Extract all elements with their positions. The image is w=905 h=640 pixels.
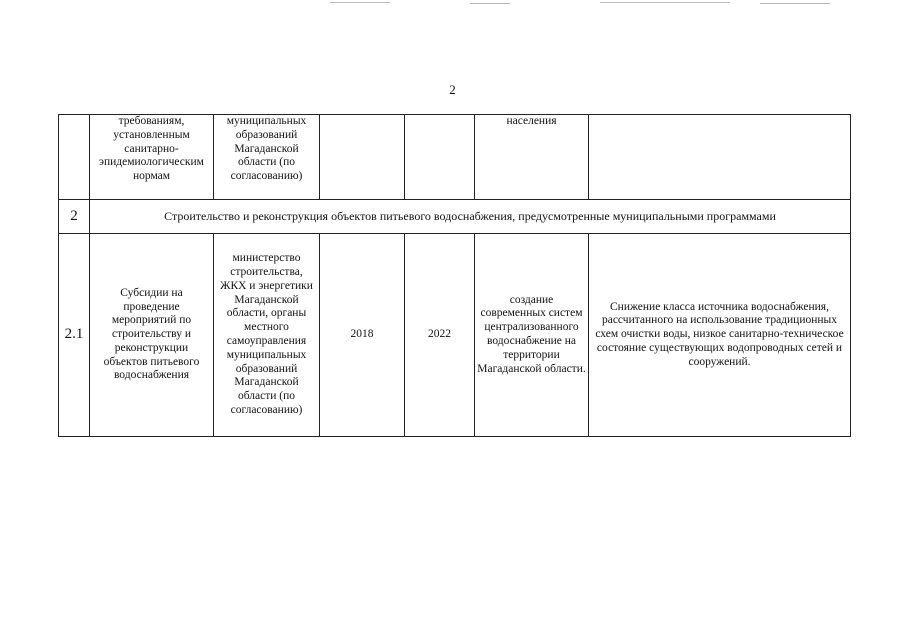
measures-table bbox=[58, 114, 851, 437]
cell-result: населения bbox=[475, 115, 589, 200]
item-result: создание современных систем централизованного водоснабжение на территории Магаданской области. bbox=[475, 234, 589, 437]
cell-number-empty bbox=[59, 115, 90, 200]
table-row-section bbox=[59, 200, 851, 234]
table-row-item bbox=[59, 234, 851, 437]
cell-requirements: требованиям, установленным санитарно-эпидемиологическим нормам bbox=[90, 115, 214, 200]
item-number: 2.1 bbox=[59, 234, 90, 437]
item-start-year: 2018 bbox=[320, 234, 405, 437]
section-title: Строительство и реконструкция объектов питьевого водоснабжения, предусмотренные муниципальными программами bbox=[90, 200, 851, 234]
cell-start-empty bbox=[320, 115, 405, 200]
item-end-year: 2022 bbox=[405, 234, 475, 437]
cell-executors: муниципальных образований Магаданской области (по согласованию) bbox=[214, 115, 320, 200]
cell-effect-empty bbox=[589, 115, 851, 200]
table-row-continuation bbox=[59, 115, 851, 200]
scan-artifact bbox=[760, 3, 830, 4]
item-effect: Снижение класса источника водоснабжения, рассчитанного на использование традиционных схем очистки воды, низкое санитарно-техническое состояние существующих водопроводных сетей и сооружений. bbox=[589, 234, 851, 437]
scan-artifact bbox=[600, 2, 730, 3]
section-number: 2 bbox=[59, 200, 90, 234]
item-name: Субсидии на проведение мероприятий по строительству и реконструкции объектов питьевого водоснабжения bbox=[90, 234, 214, 437]
page-number: 2 bbox=[449, 82, 456, 97]
scan-artifact bbox=[470, 3, 510, 4]
cell-end-empty bbox=[405, 115, 475, 200]
item-executors: министерство строительства, ЖКХ и энергетики Магаданской области, органы местного самоуправления муниципальных образований Магаданской области (по согласованию) bbox=[214, 234, 320, 437]
scan-artifact bbox=[330, 2, 390, 3]
